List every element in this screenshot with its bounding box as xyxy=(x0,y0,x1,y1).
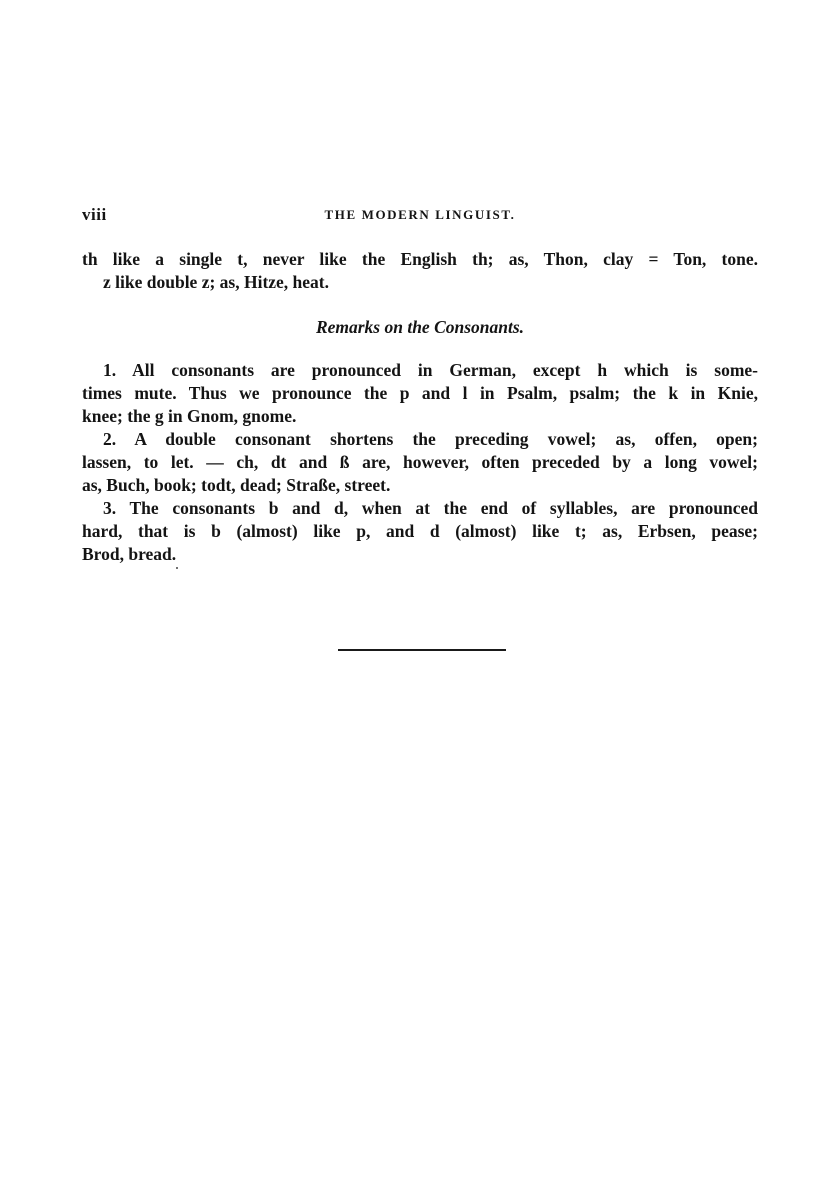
paragraph-line: 1. All consonants are pronounced in German, except h which is some- xyxy=(103,360,758,380)
remark-paragraph-2 xyxy=(82,428,758,497)
section-heading: Remarks on the Consonants. xyxy=(315,317,525,337)
paragraph-line: 2. A double consonant shortens the preceding vowel; as, offen, open; xyxy=(103,429,758,449)
paragraph-line: times mute. Thus we pronounce the p and l in Psalm, psalm; the k in Knie, xyxy=(82,383,758,403)
running-title: THE MODERN LINGUIST. xyxy=(324,207,516,222)
ink-speck xyxy=(176,567,178,569)
page-body xyxy=(82,248,758,566)
paragraph-line: 3. The consonants b and d, when at the end of syllables, are pronounced xyxy=(103,498,758,518)
page-number: viii xyxy=(82,205,107,224)
intro-line-z: z like double z; as, Hitze, heat. xyxy=(103,272,330,292)
remark-paragraph-1 xyxy=(82,359,758,428)
paragraph-line: as, Buch, book; todt, dead; Straße, street. xyxy=(82,475,391,495)
remark-paragraph-3 xyxy=(82,497,758,566)
paragraph-line: knee; the g in Gnom, gnome. xyxy=(82,406,297,426)
running-head xyxy=(82,205,758,229)
intro-line-th: th like a single t, never like the English th; as, Thon, clay = Ton, tone. xyxy=(82,249,758,269)
closing-rule xyxy=(338,649,506,651)
paragraph-line: Brod, bread. xyxy=(82,544,177,564)
paragraph-line: hard, that is b (almost) like p, and d (almost) like t; as, Erbsen, pease; xyxy=(82,521,758,541)
paragraph-line: lassen, to let. — ch, dt and ß are, however, often preceded by a long vowel; xyxy=(82,452,758,472)
